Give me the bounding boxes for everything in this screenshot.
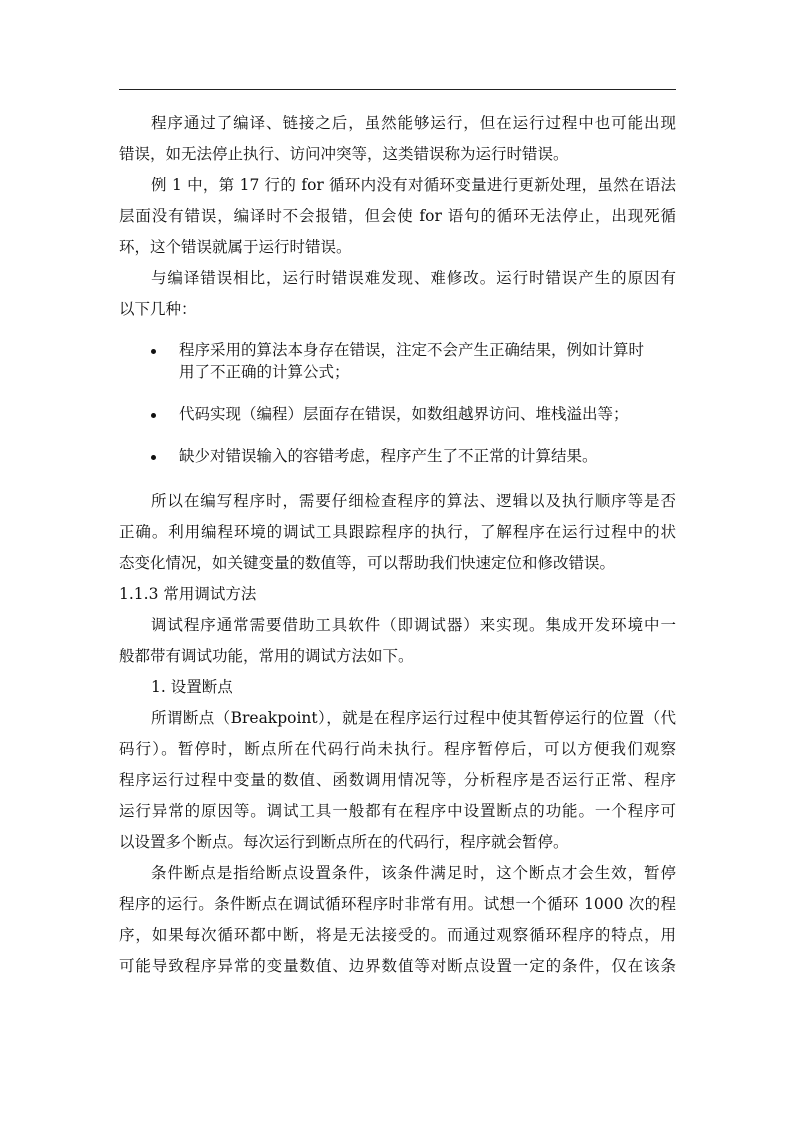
text-line: 以设置多个断点。每次运行到断点所在的代码行，程序就会暂停。 — [119, 833, 569, 851]
text-line: 态变化情况，如关键变量的数值等，可以帮助我们快速定位和修改错误。 — [119, 554, 616, 572]
text-line: 程序通过了编译、链接之后，虽然能够运行，但在运行过程中也可能出现 — [151, 114, 676, 132]
bullet-icon — [151, 349, 156, 354]
text-line: 错误，如无法停止执行、访问冲突等，这类错误称为运行时错误。 — [119, 145, 569, 163]
list-item-text: 代码实现（编程）层面存在错误，如数组越界访问、堆栈溢出等； — [179, 405, 629, 423]
bullet-list — [119, 339, 676, 467]
paragraph-causes-intro — [119, 263, 676, 325]
bullet-icon — [151, 413, 156, 418]
paragraph-debugger-intro — [119, 610, 676, 672]
text-line: 码行）。暂停时，断点所在代码行尚未执行。程序暂停后，可以方便我们观察 — [119, 740, 676, 758]
text-line: 所谓断点（Breakpoint），就是在程序运行过程中使其暂停运行的位置（代 — [151, 709, 676, 727]
list-item — [119, 403, 676, 425]
paragraph-runtime-error-intro — [119, 108, 676, 170]
text-line: 环，这个错误就属于运行时错误。 — [119, 238, 352, 256]
section-heading: 1.1.3 常用调试方法 — [119, 585, 257, 603]
text-line: 序，如果每次循环都中断，将是无法接受的。而通过观察循环程序的特点，用 — [119, 926, 676, 944]
list-item — [119, 445, 676, 467]
text-line: 层面没有错误，编译时不会报错，但会使 for 语句的循环无法停止，出现死循 — [119, 207, 676, 225]
text-line: 程序的运行。条件断点在调试循环程序时非常有用。试想一个循环 1000 次的程 — [119, 895, 676, 913]
paragraph-breakpoint — [119, 703, 676, 858]
paragraph-debug-summary — [119, 486, 676, 579]
text-line: 般都带有调试功能，常用的调试方法如下。 — [119, 647, 414, 665]
paragraph-example-1 — [119, 170, 676, 263]
text-line: 以下几种： — [119, 300, 197, 318]
text-line: 程序运行过程中变量的数值、函数调用情况等，分析程序是否运行正常、程序 — [119, 771, 676, 789]
bullet-icon — [151, 455, 156, 460]
header-rule — [119, 89, 676, 90]
text-line: 所以在编写程序时，需要仔细检查程序的算法、逻辑以及执行顺序等是否 — [151, 492, 676, 510]
list-item — [119, 339, 676, 383]
text-line: 运行异常的原因等。调试工具一般都有在程序中设置断点的功能。一个程序可 — [119, 802, 676, 820]
text-line: 正确。利用编程环境的调试工具跟踪程序的执行，了解程序在运行过程中的状 — [119, 523, 676, 541]
text-line: 与编译错误相比，运行时错误难发现、难修改。运行时错误产生的原因有 — [151, 269, 676, 287]
paragraph-conditional-breakpoint — [119, 858, 676, 982]
list-item-text: 缺少对错误输入的容错考虑，程序产生了不正常的计算结果。 — [179, 447, 598, 465]
text-line: 可能导致程序异常的变量数值、边界数值等对断点设置一定的条件，仅在该条 — [119, 957, 676, 975]
list-item-text: 程序采用的算法本身存在错误，注定不会产生正确结果，例如计算时 — [179, 341, 645, 359]
text-line: 调试程序通常需要借助工具软件（即调试器）来实现。集成开发环境中一 — [151, 616, 676, 634]
text-line: 条件断点是指给断点设置条件，该条件满足时，这个断点才会生效，暂停 — [151, 864, 676, 882]
subsection-heading: 1. 设置断点 — [151, 678, 233, 696]
text-line: 例 1 中，第 17 行的 for 循环内没有对循环变量进行更新处理，虽然在语法 — [151, 176, 676, 194]
page-body — [119, 108, 676, 982]
list-item-text: 用了不正确的计算公式； — [179, 363, 350, 381]
